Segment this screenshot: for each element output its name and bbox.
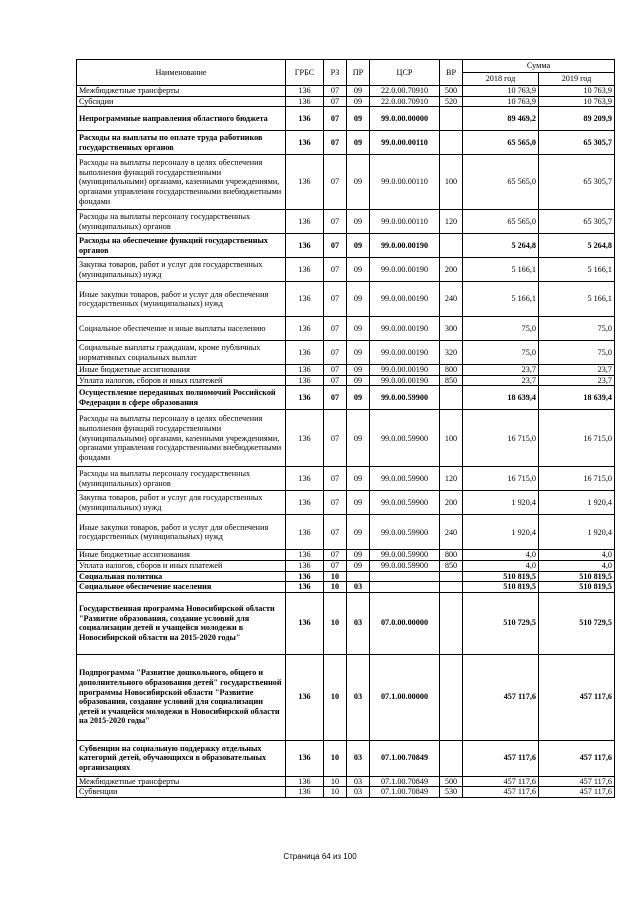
cell-2018: 510 729,5: [463, 592, 539, 654]
table-body: [77, 86, 615, 798]
cell-2018: 4,0: [463, 560, 539, 571]
cell-2019: 23,7: [539, 375, 615, 386]
cell-rz: 07: [324, 560, 347, 571]
table-row: [77, 582, 615, 593]
cell-2019: 5 264,8: [539, 234, 615, 258]
cell-pr: 03: [347, 592, 370, 654]
cell-pr: 09: [347, 560, 370, 571]
cell-rz: 10: [324, 582, 347, 593]
table-row: [77, 375, 615, 386]
page-footer: Страница 64 из 100: [283, 852, 357, 861]
cell-csr: 99.0.00.00110: [370, 210, 440, 234]
table-row: [77, 365, 615, 376]
cell-name: Социальное обеспечение и иные выплаты населению: [77, 317, 286, 341]
cell-2018: 65 565,0: [463, 210, 539, 234]
cell-name: Расходы на выплаты персоналу государственных (муниципальных) органов: [77, 210, 286, 234]
cell-rz: 07: [324, 467, 347, 491]
cell-rz: 07: [324, 341, 347, 365]
cell-pr: [347, 571, 370, 582]
cell-vr: [440, 582, 463, 593]
table-row: [77, 491, 615, 515]
cell-2019: 457 117,6: [539, 740, 615, 776]
cell-pr: 09: [347, 375, 370, 386]
cell-name: Уплата налогов, сборов и иных платежей: [77, 375, 286, 386]
cell-2018: 65 565,0: [463, 131, 539, 155]
cell-grbs: 136: [286, 491, 324, 515]
cell-2018: 1 920,4: [463, 491, 539, 515]
cell-name: Иные закупки товаров, работ и услуг для обеспечения государственных (муниципальных) нужд: [77, 515, 286, 550]
header-sum: Сумма: [463, 60, 615, 73]
table-row: [77, 467, 615, 491]
cell-csr: 99.0.00.00190: [370, 341, 440, 365]
table-row: [77, 410, 615, 467]
cell-vr: 800: [440, 550, 463, 561]
cell-2018: 457 117,6: [463, 740, 539, 776]
cell-pr: 03: [347, 740, 370, 776]
cell-name: Субвенции: [77, 787, 286, 798]
cell-vr: [440, 131, 463, 155]
cell-2019: 23,7: [539, 365, 615, 376]
cell-vr: 850: [440, 560, 463, 571]
cell-name: Иные закупки товаров, работ и услуг для обеспечения государственных (муниципальных) нужд: [77, 282, 286, 317]
cell-grbs: 136: [286, 515, 324, 550]
cell-rz: 07: [324, 365, 347, 376]
cell-grbs: 136: [286, 467, 324, 491]
table-row: [77, 515, 615, 550]
cell-name: Социальные выплаты гражданам, кроме публичных нормативных социальных выплат: [77, 341, 286, 365]
cell-rz: 07: [324, 86, 347, 97]
cell-2018: 10 763,9: [463, 96, 539, 107]
cell-2018: 510 819,5: [463, 571, 539, 582]
cell-rz: 07: [324, 282, 347, 317]
cell-vr: 800: [440, 365, 463, 376]
cell-csr: 99.0.00.00190: [370, 258, 440, 282]
cell-name: Расходы на выплаты по оплате труда работников государственных органов: [77, 131, 286, 155]
cell-2019: 457 117,6: [539, 776, 615, 787]
cell-rz: 07: [324, 155, 347, 210]
cell-2019: 89 209,9: [539, 107, 615, 131]
cell-name: Государственная программа Новосибирской области "Развитие образования, создание условий для социализации детей и учащейся молодежи в Новосибирской области на 2015-2020 годы": [77, 592, 286, 654]
table-row: [77, 550, 615, 561]
cell-grbs: 136: [286, 234, 324, 258]
cell-csr: 07.1.00.70849: [370, 776, 440, 787]
cell-grbs: 136: [286, 560, 324, 571]
cell-rz: 07: [324, 550, 347, 561]
header-rz: РЗ: [324, 60, 347, 86]
cell-vr: [440, 571, 463, 582]
cell-vr: [440, 107, 463, 131]
cell-name: Расходы на выплаты персоналу в целях обеспечения выполнения функций государственными (муниципальными) органами, казенными учреждениями, органами управления государственными внебюджетными фондами: [77, 155, 286, 210]
cell-pr: 03: [347, 776, 370, 787]
cell-pr: 09: [347, 155, 370, 210]
cell-csr: 99.0.00.00190: [370, 375, 440, 386]
cell-vr: 240: [440, 282, 463, 317]
cell-pr: 09: [347, 467, 370, 491]
cell-name: Субвенции на социальную поддержку отдельных категорий детей, обучающихся в образовательных организациях: [77, 740, 286, 776]
cell-pr: 03: [347, 654, 370, 740]
cell-grbs: 136: [286, 776, 324, 787]
cell-vr: 520: [440, 96, 463, 107]
cell-name: Расходы на обеспечение функций государственных органов: [77, 234, 286, 258]
cell-name: Осуществление переданных полномочий Российской Федерации в сфере образования: [77, 386, 286, 410]
cell-vr: 200: [440, 491, 463, 515]
cell-name: Социальная политика: [77, 571, 286, 582]
header-csr: ЦСР: [370, 60, 440, 86]
cell-2019: 65 305,7: [539, 210, 615, 234]
cell-vr: 200: [440, 258, 463, 282]
cell-2018: 75,0: [463, 341, 539, 365]
cell-grbs: 136: [286, 155, 324, 210]
cell-2019: 10 763,9: [539, 96, 615, 107]
cell-pr: 09: [347, 107, 370, 131]
cell-rz: 10: [324, 654, 347, 740]
cell-vr: [440, 234, 463, 258]
cell-csr: 07.0.00.00000: [370, 592, 440, 654]
cell-name: Расходы на выплаты персоналу государственных (муниципальных) органов: [77, 467, 286, 491]
cell-csr: 07.1.00.00000: [370, 654, 440, 740]
cell-vr: [440, 386, 463, 410]
cell-vr: 320: [440, 341, 463, 365]
cell-2019: 510 819,5: [539, 582, 615, 593]
header-grbs: ГРБС: [286, 60, 324, 86]
cell-csr: 22.0.00.70910: [370, 96, 440, 107]
cell-2018: 16 715,0: [463, 467, 539, 491]
cell-2019: 75,0: [539, 317, 615, 341]
cell-vr: 240: [440, 515, 463, 550]
cell-2019: 4,0: [539, 560, 615, 571]
cell-grbs: 136: [286, 550, 324, 561]
cell-2018: 457 117,6: [463, 776, 539, 787]
cell-vr: [440, 654, 463, 740]
cell-grbs: 136: [286, 740, 324, 776]
cell-grbs: 136: [286, 131, 324, 155]
table-row: [77, 654, 615, 740]
table-row: [77, 107, 615, 131]
cell-name: Закупка товаров, работ и услуг для государственных (муниципальных) нужд: [77, 491, 286, 515]
cell-grbs: 136: [286, 86, 324, 97]
cell-2019: 10 763,9: [539, 86, 615, 97]
cell-csr: 99.0.00.00110: [370, 131, 440, 155]
cell-pr: 09: [347, 282, 370, 317]
cell-name: Подпрограмма "Развитие дошкольного, общего и дополнительного образования детей" государственной программы Новосибирской области "Развитие образования, создание условий для социализации детей и учащейся молодежи в Новосибирской области на 2015-2020 годы": [77, 654, 286, 740]
cell-rz: 10: [324, 592, 347, 654]
cell-2019: 65 305,7: [539, 131, 615, 155]
cell-rz: 10: [324, 571, 347, 582]
cell-name: Уплата налогов, сборов и иных платежей: [77, 560, 286, 571]
cell-pr: 09: [347, 131, 370, 155]
cell-grbs: 136: [286, 592, 324, 654]
header-vr: ВР: [440, 60, 463, 86]
cell-grbs: 136: [286, 365, 324, 376]
cell-2019: 4,0: [539, 550, 615, 561]
cell-2019: 5 166,1: [539, 282, 615, 317]
cell-csr: 99.0.00.00190: [370, 282, 440, 317]
cell-name: Закупка товаров, работ и услуг для государственных (муниципальных) нужд: [77, 258, 286, 282]
cell-2018: 4,0: [463, 550, 539, 561]
cell-rz: 07: [324, 131, 347, 155]
cell-name: Иные бюджетные ассигнования: [77, 365, 286, 376]
cell-name: Межбюджетные трансферты: [77, 86, 286, 97]
cell-rz: 10: [324, 787, 347, 798]
cell-grbs: 136: [286, 258, 324, 282]
cell-grbs: 136: [286, 582, 324, 593]
cell-2018: 75,0: [463, 317, 539, 341]
cell-rz: 07: [324, 375, 347, 386]
cell-pr: 09: [347, 96, 370, 107]
cell-vr: [440, 592, 463, 654]
cell-csr: 99.0.00.00190: [370, 317, 440, 341]
cell-pr: 03: [347, 582, 370, 593]
cell-grbs: 136: [286, 654, 324, 740]
cell-2018: 5 166,1: [463, 282, 539, 317]
table-row: [77, 740, 615, 776]
cell-csr: 07.1.00.70849: [370, 740, 440, 776]
cell-pr: 09: [347, 234, 370, 258]
cell-2018: 89 469,2: [463, 107, 539, 131]
cell-2018: 457 117,6: [463, 654, 539, 740]
cell-csr: 99.0.00.00190: [370, 365, 440, 376]
header-pr: ПР: [347, 60, 370, 86]
cell-2018: 23,7: [463, 365, 539, 376]
cell-vr: 120: [440, 210, 463, 234]
header-2019: 2019 год: [539, 73, 615, 86]
cell-2018: 10 763,9: [463, 86, 539, 97]
cell-2019: 65 305,7: [539, 155, 615, 210]
cell-2018: 23,7: [463, 375, 539, 386]
table-row: [77, 155, 615, 210]
cell-vr: 120: [440, 467, 463, 491]
cell-2019: 510 819,5: [539, 571, 615, 582]
cell-2019: 510 729,5: [539, 592, 615, 654]
cell-grbs: 136: [286, 341, 324, 365]
cell-vr: 500: [440, 86, 463, 97]
header-name: Наименование: [77, 60, 286, 86]
cell-grbs: 136: [286, 386, 324, 410]
cell-2019: 457 117,6: [539, 787, 615, 798]
cell-2019: 16 715,0: [539, 467, 615, 491]
cell-grbs: 136: [286, 410, 324, 467]
table-row: [77, 96, 615, 107]
cell-csr: 99.0.00.59900: [370, 491, 440, 515]
cell-csr: 99.0.00.00190: [370, 234, 440, 258]
cell-grbs: 136: [286, 787, 324, 798]
cell-csr: [370, 571, 440, 582]
table-row: [77, 282, 615, 317]
cell-grbs: 136: [286, 375, 324, 386]
cell-grbs: 136: [286, 107, 324, 131]
cell-grbs: 136: [286, 571, 324, 582]
cell-rz: 07: [324, 96, 347, 107]
cell-name: Иные бюджетные ассигнования: [77, 550, 286, 561]
cell-rz: 07: [324, 515, 347, 550]
cell-pr: 09: [347, 210, 370, 234]
table-row: [77, 787, 615, 798]
cell-csr: 99.0.00.59900: [370, 550, 440, 561]
cell-grbs: 136: [286, 282, 324, 317]
table-row: [77, 210, 615, 234]
table-row: [77, 386, 615, 410]
cell-2019: 457 117,6: [539, 654, 615, 740]
cell-csr: 99.0.00.00110: [370, 155, 440, 210]
cell-rz: 07: [324, 210, 347, 234]
cell-pr: 09: [347, 365, 370, 376]
cell-pr: 09: [347, 86, 370, 97]
cell-vr: 100: [440, 155, 463, 210]
cell-2018: 1 920,4: [463, 515, 539, 550]
cell-csr: 99.0.00.59900: [370, 467, 440, 491]
cell-rz: 07: [324, 258, 347, 282]
cell-pr: 09: [347, 550, 370, 561]
cell-pr: 03: [347, 787, 370, 798]
cell-2019: 16 715,0: [539, 410, 615, 467]
cell-2018: 510 819,5: [463, 582, 539, 593]
cell-rz: 07: [324, 317, 347, 341]
cell-2018: 5 264,8: [463, 234, 539, 258]
cell-rz: 07: [324, 386, 347, 410]
cell-pr: 09: [347, 515, 370, 550]
table-row: [77, 341, 615, 365]
cell-2019: 1 920,4: [539, 491, 615, 515]
cell-vr: 850: [440, 375, 463, 386]
cell-name: Межбюджетные трансферты: [77, 776, 286, 787]
cell-rz: 07: [324, 234, 347, 258]
cell-pr: 09: [347, 258, 370, 282]
cell-csr: 99.0.00.59900: [370, 410, 440, 467]
table-row: [77, 258, 615, 282]
cell-2019: 75,0: [539, 341, 615, 365]
cell-name: Непрограммные направления областного бюджета: [77, 107, 286, 131]
cell-csr: 99.0.00.59900: [370, 560, 440, 571]
cell-grbs: 136: [286, 317, 324, 341]
cell-pr: 09: [347, 410, 370, 467]
cell-rz: 10: [324, 740, 347, 776]
cell-pr: 09: [347, 317, 370, 341]
cell-rz: 10: [324, 776, 347, 787]
cell-rz: 07: [324, 410, 347, 467]
cell-csr: 99.0.00.59900: [370, 386, 440, 410]
cell-csr: 99.0.00.00000: [370, 107, 440, 131]
cell-vr: 300: [440, 317, 463, 341]
table-row: [77, 234, 615, 258]
cell-name: Субсидии: [77, 96, 286, 107]
cell-2018: 5 166,1: [463, 258, 539, 282]
cell-2019: 1 920,4: [539, 515, 615, 550]
cell-2018: 16 715,0: [463, 410, 539, 467]
cell-2019: 18 639,4: [539, 386, 615, 410]
cell-2018: 18 639,4: [463, 386, 539, 410]
table-row: [77, 86, 615, 97]
cell-name: Социальное обеспечение населения: [77, 582, 286, 593]
cell-grbs: 136: [286, 96, 324, 107]
table-row: [77, 317, 615, 341]
cell-vr: 500: [440, 776, 463, 787]
table-row: [77, 131, 615, 155]
cell-name: Расходы на выплаты персоналу в целях обеспечения выполнения функций государственными (муниципальными) органами, казенными учреждениями, органами управления государственными внебюджетными фондами: [77, 410, 286, 467]
cell-2019: 5 166,1: [539, 258, 615, 282]
table-row: [77, 592, 615, 654]
cell-2018: 65 565,0: [463, 155, 539, 210]
table-row: [77, 571, 615, 582]
cell-rz: 07: [324, 107, 347, 131]
cell-vr: [440, 740, 463, 776]
cell-csr: [370, 582, 440, 593]
cell-vr: 100: [440, 410, 463, 467]
table-row: [77, 560, 615, 571]
cell-rz: 07: [324, 491, 347, 515]
header-2018: 2018 год: [463, 73, 539, 86]
cell-pr: 09: [347, 341, 370, 365]
cell-grbs: 136: [286, 210, 324, 234]
table-row: [77, 776, 615, 787]
cell-csr: 07.1.00.70849: [370, 787, 440, 798]
budget-table: [76, 59, 615, 798]
cell-vr: 530: [440, 787, 463, 798]
cell-csr: 22.0.00.70910: [370, 86, 440, 97]
cell-pr: 09: [347, 491, 370, 515]
cell-pr: 09: [347, 386, 370, 410]
cell-2018: 457 117,6: [463, 787, 539, 798]
cell-csr: 99.0.00.59900: [370, 515, 440, 550]
